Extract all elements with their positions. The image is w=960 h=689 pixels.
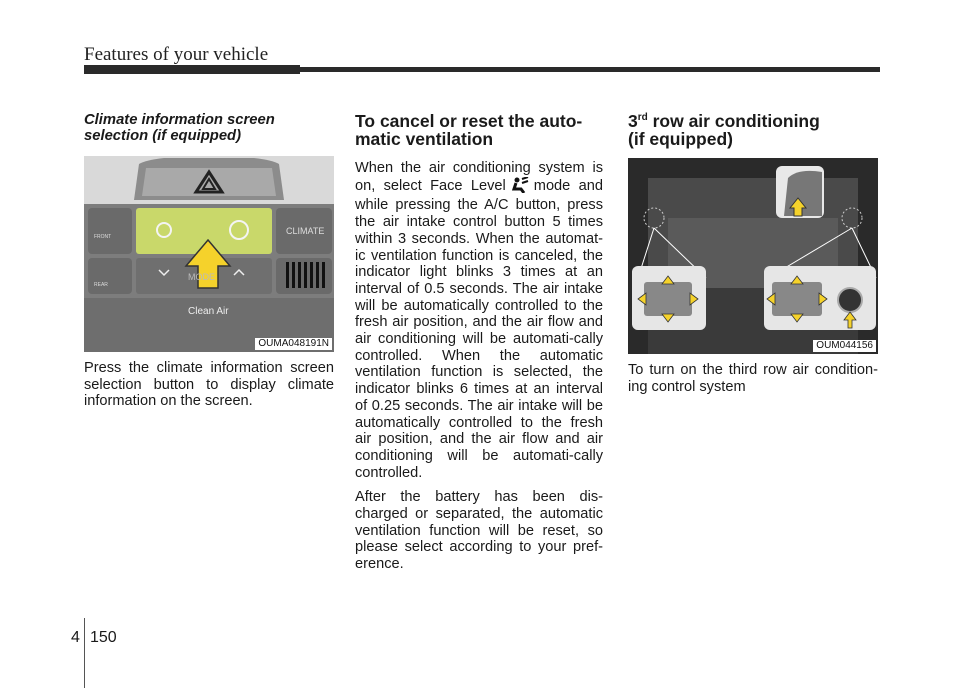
mode-label: MODE <box>188 272 215 282</box>
third-row-paragraph: To turn on the third row air condition-ing control system <box>628 362 878 395</box>
p1-before: When the air conditioning system is on, select Face Level <box>355 160 603 194</box>
climate-panel-figure <box>84 156 334 352</box>
page-number: 150 <box>90 629 117 646</box>
climate-label: CLIMATE <box>286 226 325 236</box>
cancel-reset-heading: To cancel or reset the auto-matic ventilation <box>355 111 583 149</box>
chapter-number: 4 <box>71 629 80 646</box>
front-label: FRONT <box>94 234 112 240</box>
figure-code: OUMA048191N <box>255 338 332 350</box>
column-1 <box>84 112 334 418</box>
cancel-reset-paragraph-1 <box>355 160 603 481</box>
column-3 <box>628 112 878 403</box>
rear-label: REAR <box>94 282 108 288</box>
footer-rule <box>84 618 85 688</box>
third-row-heading: 3rd row air conditioning (if equipped) <box>628 111 820 149</box>
header-rule <box>84 67 880 72</box>
p1-after: mode and while pressing the A/C button, press the air intake control button 5 times within 3 seconds. When the automat-ic ventilation function is canceled, the indicator light blinks 3 times at an interval of 0.5 seconds. The air intake will be automatically controlled to the fresh air position, and the air flow and air conditioning will be automati-cally controlled. When the automatic ventilation function is selected, the indicator blinks 6 times at an interval of 0.25 seconds. The air intake will be automatically controlled to the fresh air position, and the air flow and air conditioning will be automati-cally controlled. <box>355 177 603 481</box>
column-2 <box>355 112 603 581</box>
cancel-reset-paragraph-2: After the battery has been dis-charged or separated, the automatic ventilation function will be reset, so please select according to your pref-erence. <box>355 489 603 573</box>
face-level-icon <box>510 177 530 198</box>
figure-code-3: OUM044156 <box>813 340 876 352</box>
climate-info-paragraph: Press the climate information screen selection button to display climate information on the screen. <box>84 360 334 410</box>
page-header-title: Features of your vehicle <box>84 44 269 65</box>
climate-info-subheading: Climate information screen selection (if equipped) <box>84 112 275 144</box>
clean-air-label: Clean Air <box>188 306 229 317</box>
third-row-figure <box>628 158 878 354</box>
